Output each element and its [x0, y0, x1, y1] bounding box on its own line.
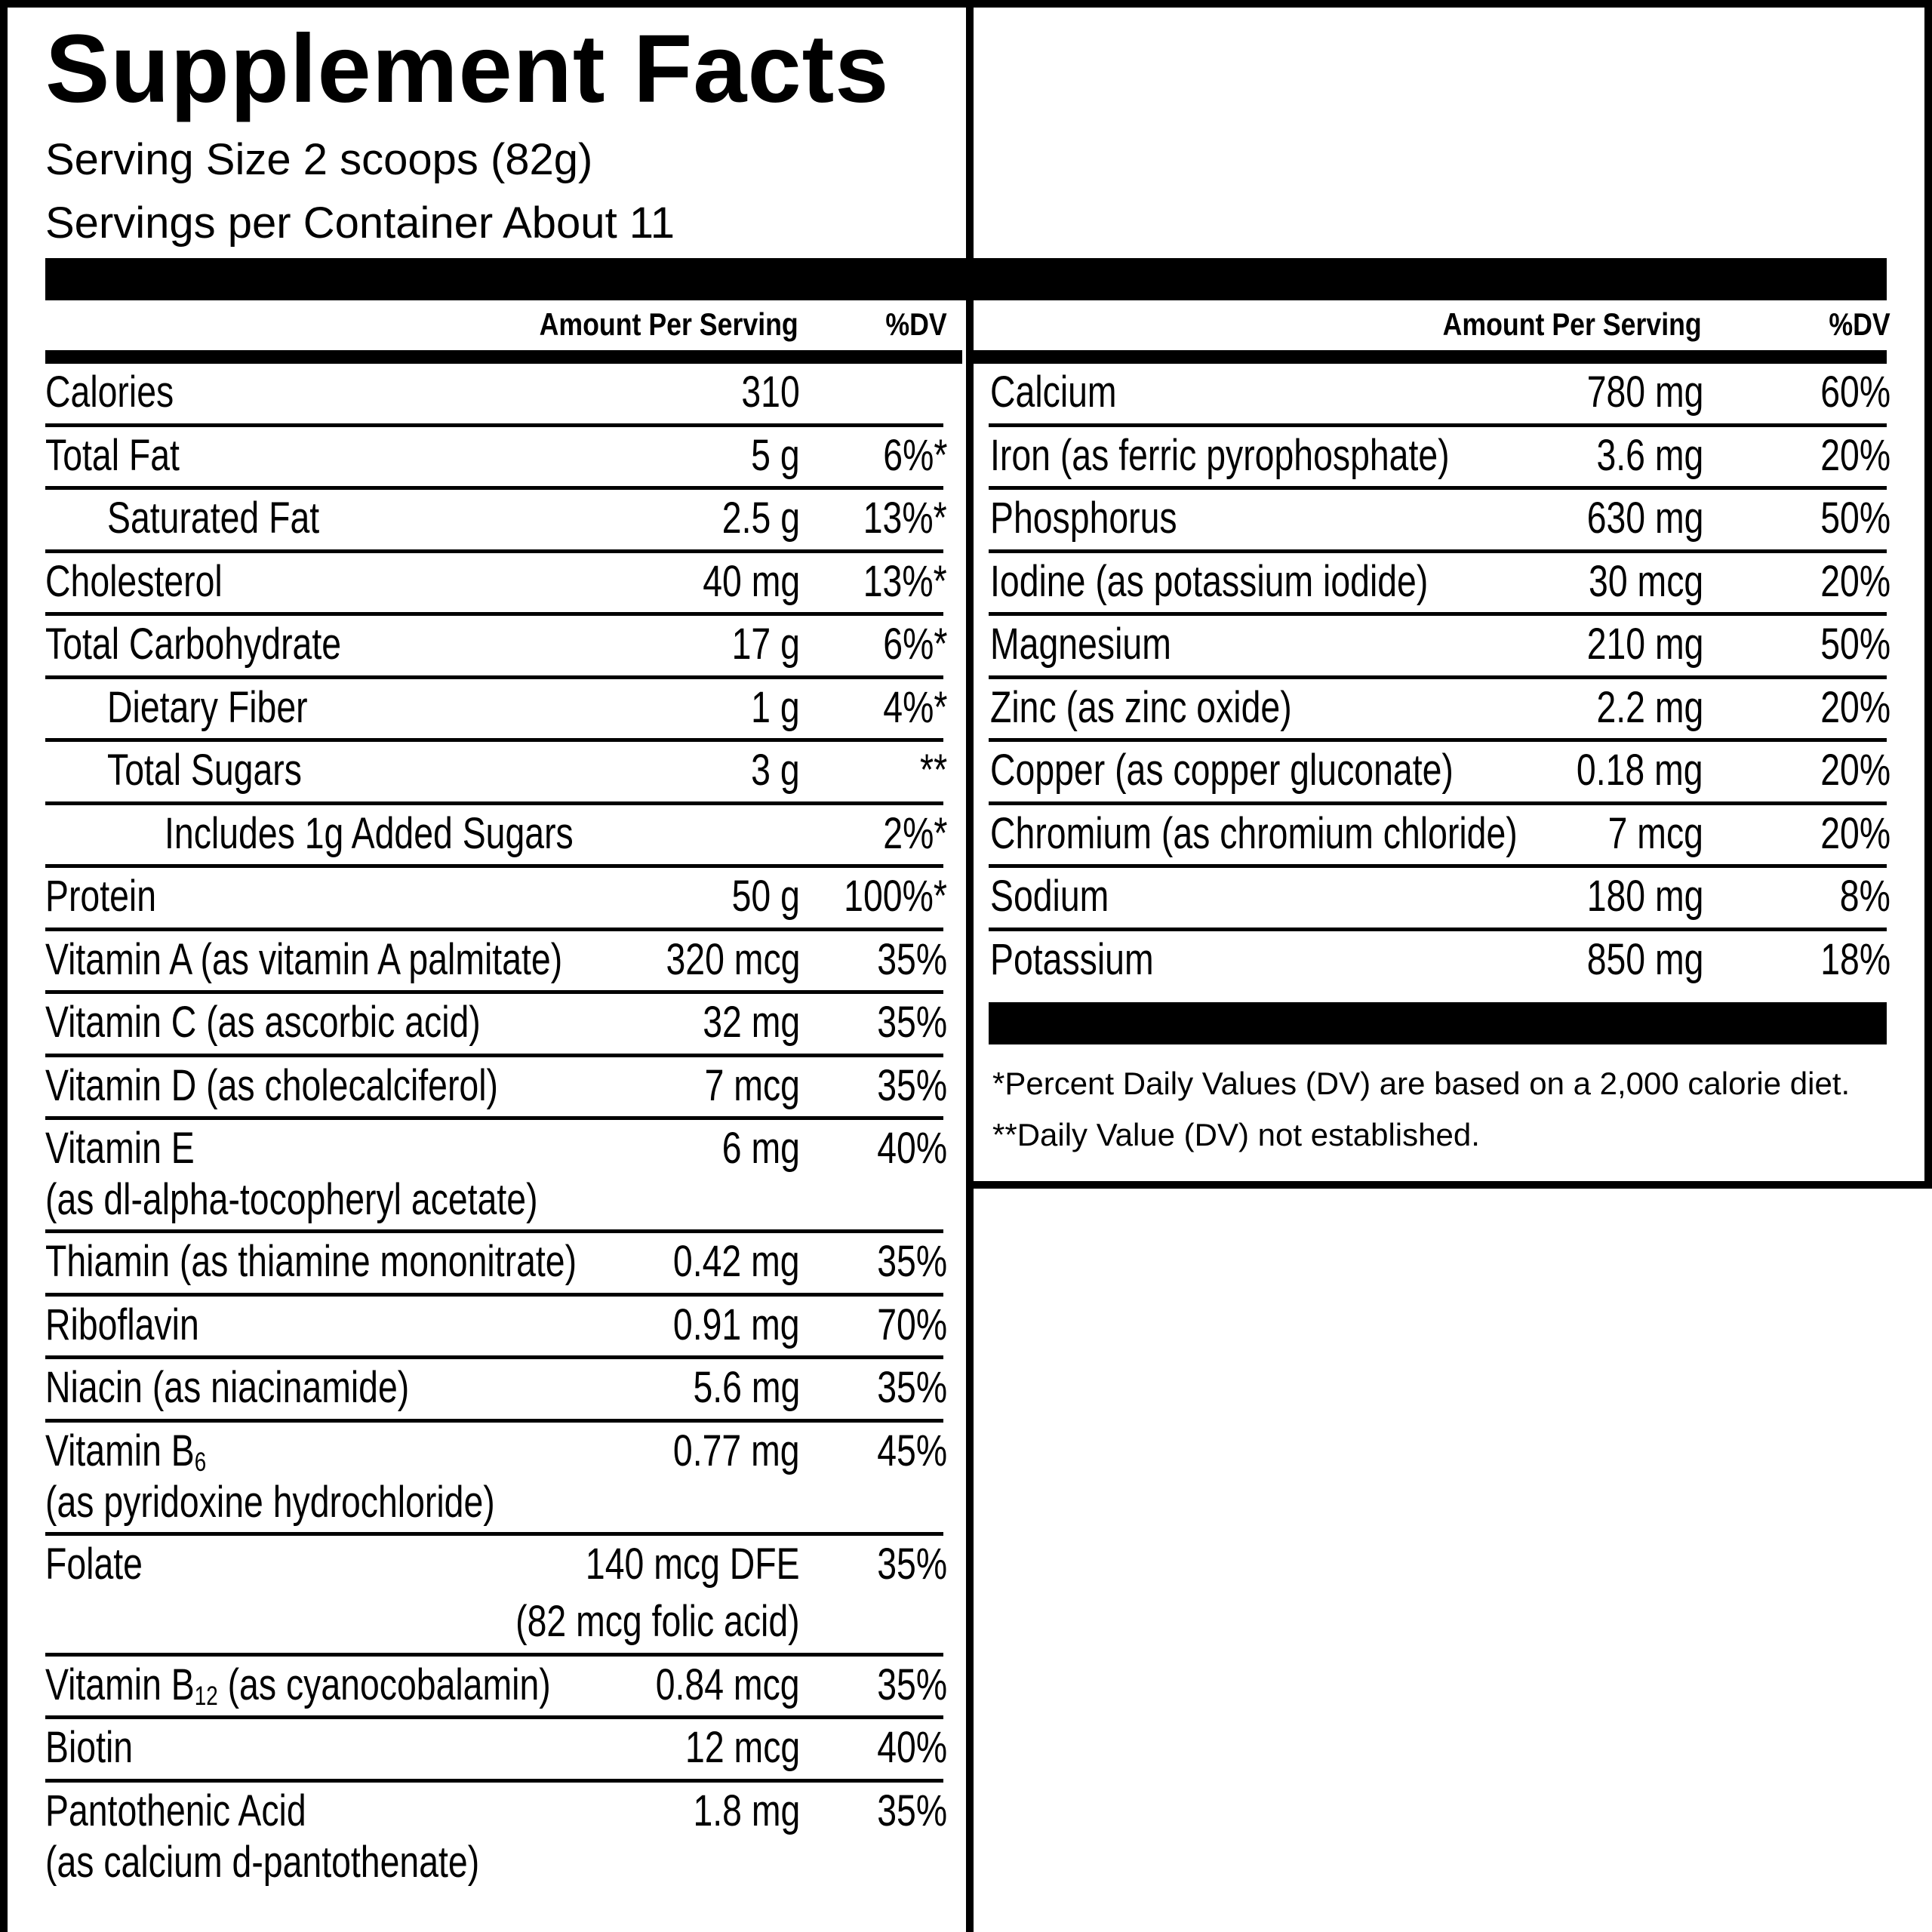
- amount-per-serving: 0.18 mg: [1577, 746, 1703, 795]
- nutrient-name: Magnesium: [990, 620, 1171, 669]
- percent-daily-value: 35%: [877, 1539, 947, 1589]
- nutrient-row: [45, 1233, 947, 1297]
- amount-per-serving: 32 mg: [703, 998, 800, 1047]
- label-title: Supplement Facts: [45, 15, 890, 123]
- percent-daily-value: 50%: [1820, 620, 1890, 669]
- amount-header: Amount Per Serving: [1442, 306, 1702, 342]
- mineral-row: [989, 805, 1890, 869]
- percent-daily-value: 20%: [1820, 746, 1890, 795]
- amount-per-serving: 12 mcg: [685, 1723, 800, 1772]
- percent-daily-value: 20%: [1820, 682, 1890, 732]
- nutrient-row: [45, 994, 947, 1057]
- nutrient-row: [45, 1297, 947, 1360]
- percent-daily-value: 40%: [877, 1124, 947, 1173]
- amount-per-serving: 5.6 mg: [693, 1363, 800, 1412]
- mineral-row: [989, 679, 1890, 743]
- amount-per-serving: 3 g: [751, 746, 800, 795]
- nutrient-name: Biotin: [45, 1723, 134, 1772]
- mineral-row: [989, 616, 1890, 679]
- mineral-row: [989, 742, 1890, 805]
- nutrient-table-right: [989, 364, 1890, 994]
- percent-daily-value: 13%*: [863, 494, 947, 543]
- amount-per-serving: 2.2 mg: [1596, 682, 1703, 732]
- nutrient-name: Folate: [45, 1539, 143, 1589]
- amount-per-serving: 0.84 mcg: [656, 1660, 800, 1709]
- header-rule-right: [974, 350, 1887, 364]
- nutrient-name: Vitamin C (as ascorbic acid): [45, 998, 481, 1047]
- nutrient-name: Riboflavin: [45, 1300, 199, 1349]
- nutrient-name: Cholesterol: [45, 556, 223, 606]
- nutrient-row: [45, 553, 947, 617]
- mineral-row: [989, 868, 1890, 931]
- nutrient-row: [45, 742, 947, 805]
- nutrient-name: Vitamin A (as vitamin A palmitate): [45, 934, 563, 984]
- nutrient-name: Zinc (as zinc oxide): [990, 682, 1292, 732]
- nutrient-name: Iron (as ferric pyrophosphate): [990, 430, 1450, 480]
- amount-per-serving: 320 mcg: [666, 934, 800, 984]
- footnote-daily-values: *Percent Daily Values (DV) are based on a 2,000 calorie diet.: [992, 1066, 1850, 1101]
- percent-daily-value: 35%: [877, 934, 947, 984]
- nutrient-row: [45, 868, 947, 931]
- nutrient-name: Pantothenic Acid: [45, 1786, 306, 1835]
- percent-daily-value: 35%: [877, 1060, 947, 1110]
- nutrient-name-detail: (as dl-alpha-tocopheryl acetate): [45, 1175, 538, 1224]
- percent-daily-value: 2%*: [882, 808, 947, 858]
- amount-per-serving: 3.6 mg: [1596, 430, 1703, 480]
- nutrient-name: Copper (as copper gluconate): [990, 746, 1454, 795]
- thick-divider-bottom: [989, 1002, 1887, 1044]
- percent-daily-value: 60%: [1820, 368, 1890, 417]
- nutrient-row: [45, 1719, 947, 1783]
- nutrient-row: [45, 427, 947, 491]
- nutrient-name: Iodine (as potassium iodide): [990, 556, 1429, 606]
- nutrient-name: Calcium: [990, 368, 1117, 417]
- footnote-not-established: **Daily Value (DV) not established.: [992, 1117, 1480, 1152]
- percent-daily-value: 50%: [1820, 494, 1890, 543]
- percent-daily-value: 18%: [1820, 934, 1890, 984]
- nutrient-name: Sodium: [990, 872, 1109, 921]
- amount-per-serving: 50 g: [731, 872, 800, 921]
- dv-header: %DV: [885, 306, 947, 342]
- amount-per-serving: 140 mcg DFE: [586, 1539, 800, 1589]
- percent-daily-value: 45%: [877, 1426, 947, 1475]
- amount-per-serving: 310: [741, 368, 800, 417]
- nutrient-name: Niacin (as niacinamide): [45, 1363, 410, 1412]
- amount-detail: (82 mcg folic acid): [515, 1596, 800, 1646]
- header-rule-left: [45, 350, 962, 364]
- nutrient-name: Includes 1g Added Sugars: [165, 808, 574, 858]
- nutrient-name: Phosphorus: [990, 494, 1177, 543]
- nutrient-name: Potassium: [990, 934, 1154, 984]
- thick-divider-top: [45, 258, 1887, 300]
- nutrient-row: [45, 931, 947, 995]
- nutrient-name: Chromium (as chromium chloride): [990, 808, 1518, 858]
- amount-per-serving: 630 mg: [1586, 494, 1703, 543]
- nutrient-name: Total Sugars: [107, 746, 302, 795]
- percent-daily-value: 13%*: [863, 556, 947, 606]
- percent-daily-value: 6%*: [882, 620, 947, 669]
- nutrient-name: Vitamin $B_6$: [45, 1426, 207, 1477]
- amount-per-serving: 7 mcg: [1607, 808, 1703, 858]
- mineral-row: [989, 364, 1890, 427]
- nutrient-row: [45, 1783, 947, 1896]
- nutrient-name-detail: (as pyridoxine hydrochloride): [45, 1477, 495, 1527]
- amount-per-serving: 180 mg: [1586, 872, 1703, 921]
- mineral-row: [989, 490, 1890, 553]
- nutrient-name-detail: (as calcium d-pantothenate): [45, 1837, 480, 1887]
- percent-daily-value: 40%: [877, 1723, 947, 1772]
- amount-per-serving: 0.77 mg: [673, 1426, 800, 1475]
- percent-daily-value: 20%: [1820, 556, 1890, 606]
- nutrient-name: Total Carbohydrate: [45, 620, 342, 669]
- nutrient-table-left: [45, 364, 947, 1896]
- nutrient-name: Thiamin (as thiamine mononitrate): [45, 1237, 577, 1286]
- amount-per-serving: 0.91 mg: [673, 1300, 800, 1349]
- amount-per-serving: 1 g: [751, 682, 800, 732]
- nutrient-row: [45, 1359, 947, 1423]
- amount-header: Amount Per Serving: [539, 306, 798, 342]
- amount-per-serving: 30 mcg: [1588, 556, 1703, 606]
- nutrient-row: [45, 490, 947, 553]
- percent-daily-value: 6%*: [882, 430, 947, 480]
- nutrient-name: Vitamin $B_{12}$ (as cyanocobalamin): [45, 1660, 551, 1711]
- dv-header: %DV: [1829, 306, 1890, 342]
- nutrient-row: [45, 1536, 947, 1657]
- percent-daily-value: 100%*: [844, 872, 947, 921]
- amount-per-serving: 17 g: [731, 620, 800, 669]
- nutrient-row: [45, 1657, 947, 1720]
- percent-daily-value: 35%: [877, 998, 947, 1047]
- nutrient-name: Saturated Fat: [107, 494, 320, 543]
- mineral-row: [989, 931, 1890, 995]
- nutrient-name: Calories: [45, 368, 174, 417]
- amount-per-serving: 40 mg: [703, 556, 800, 606]
- percent-daily-value: 20%: [1820, 808, 1890, 858]
- amount-per-serving: 0.42 mg: [673, 1237, 800, 1286]
- percent-daily-value: 20%: [1820, 430, 1890, 480]
- serving-size: Serving Size 2 scoops (82g): [45, 135, 593, 184]
- nutrient-name: Vitamin D (as cholecalciferol): [45, 1060, 498, 1110]
- percent-daily-value: 4%*: [882, 682, 947, 732]
- percent-daily-value: 8%: [1839, 872, 1890, 921]
- amount-per-serving: 5 g: [751, 430, 800, 480]
- amount-per-serving: 780 mg: [1586, 368, 1703, 417]
- percent-daily-value: **: [919, 746, 947, 795]
- percent-daily-value: 35%: [877, 1660, 947, 1709]
- amount-per-serving: 2.5 g: [721, 494, 800, 543]
- nutrient-row: [45, 679, 947, 743]
- amount-per-serving: 850 mg: [1586, 934, 1703, 984]
- servings-per-container: Servings per Container About 11: [45, 198, 675, 248]
- nutrient-name: Total Fat: [45, 430, 180, 480]
- amount-per-serving: 210 mg: [1586, 620, 1703, 669]
- nutrient-row: [45, 1120, 947, 1233]
- mineral-row: [989, 427, 1890, 491]
- amount-per-serving: 6 mg: [721, 1124, 800, 1173]
- nutrient-row: [45, 616, 947, 679]
- nutrient-row: [45, 364, 943, 427]
- nutrient-row: [45, 1057, 947, 1121]
- nutrient-name: Vitamin E: [45, 1124, 195, 1173]
- mineral-row: [989, 553, 1890, 617]
- amount-per-serving: 1.8 mg: [693, 1786, 800, 1835]
- nutrient-name: Protein: [45, 872, 157, 921]
- percent-daily-value: 35%: [877, 1786, 947, 1835]
- percent-daily-value: 35%: [877, 1237, 947, 1286]
- nutrient-row: [45, 805, 947, 869]
- percent-daily-value: 70%: [877, 1300, 947, 1349]
- nutrient-row: [45, 1423, 947, 1536]
- percent-daily-value: 35%: [877, 1363, 947, 1412]
- amount-per-serving: 7 mcg: [704, 1060, 800, 1110]
- nutrient-name: Dietary Fiber: [107, 682, 308, 732]
